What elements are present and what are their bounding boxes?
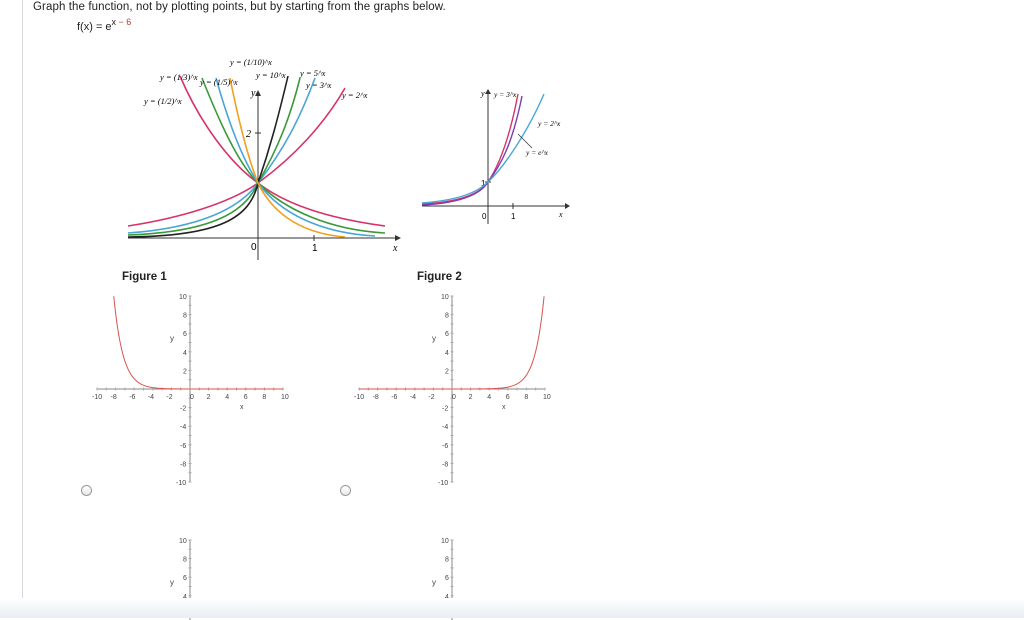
reference-graph-right bbox=[420, 86, 570, 226]
tick-label-0: 0 bbox=[482, 212, 487, 221]
axis-label-y: y bbox=[481, 89, 485, 98]
label-tenth-x: y = (1/10)^x bbox=[230, 57, 272, 67]
axis-label-x: x bbox=[559, 210, 563, 219]
label-ex: y = e^x bbox=[526, 148, 548, 157]
figure-2-label: Figure 2 bbox=[417, 271, 462, 283]
y-tick-label: -8 bbox=[180, 461, 187, 469]
x-tick-label: 8 bbox=[524, 394, 529, 401]
label-3x: y = 3^x bbox=[494, 90, 517, 99]
curve-tenth-x bbox=[230, 78, 345, 237]
y-tick-label: 4 bbox=[183, 349, 187, 357]
x-tick-label: 2 bbox=[468, 394, 473, 401]
axis-label-x: x bbox=[393, 243, 398, 254]
y-tick-label: 2 bbox=[183, 368, 187, 376]
x-tick-label: 10 bbox=[543, 394, 551, 401]
y-tick-label: 4 bbox=[445, 349, 449, 357]
label-10x: y = 10^x bbox=[256, 70, 286, 80]
label-third-x: y = (1/3)^x bbox=[160, 72, 198, 82]
y-tick-label: -6 bbox=[180, 442, 187, 450]
y-tick-label: -10 bbox=[176, 480, 187, 487]
x-axis-label: x bbox=[240, 404, 244, 411]
function-curve bbox=[114, 296, 283, 389]
x-tick-label: -10 bbox=[354, 394, 365, 401]
label-2x: y = 2^x bbox=[538, 119, 561, 128]
formula-exponent: x − 6 bbox=[111, 17, 132, 27]
x-axis-label: x bbox=[502, 404, 506, 411]
figure-1-label: Figure 1 bbox=[122, 271, 167, 283]
y-tick-label: -4 bbox=[442, 424, 449, 432]
x-tick-label: 10 bbox=[281, 394, 289, 401]
label-half-x: y = (1/2)^x bbox=[144, 96, 182, 106]
y-tick-label-1: 1 bbox=[481, 179, 486, 188]
curve-ex bbox=[422, 96, 522, 205]
x-tick-label: 4 bbox=[487, 394, 492, 401]
y-axis-label: y bbox=[170, 334, 174, 343]
y-tick-label: -10 bbox=[438, 480, 449, 487]
x-tick-label: 6 bbox=[243, 394, 248, 401]
y-tick-label: 6 bbox=[183, 575, 187, 583]
x-axis-arrow bbox=[395, 235, 401, 241]
y-tick-label: -2 bbox=[442, 405, 449, 413]
y-tick-label: 2 bbox=[445, 368, 449, 376]
y-tick-label: -2 bbox=[180, 405, 187, 413]
y-axis-label: y bbox=[432, 578, 436, 587]
x-tick-label: 4 bbox=[225, 394, 230, 401]
axis-label-y: y bbox=[251, 88, 256, 99]
tick-label-0: 0 bbox=[251, 242, 257, 253]
x-tick-label: -2 bbox=[166, 394, 173, 401]
y-tick-label: 8 bbox=[183, 312, 187, 320]
y-axis-arrow bbox=[485, 89, 491, 94]
tick-label-2: 2 bbox=[246, 129, 251, 140]
tick-label-1: 1 bbox=[312, 243, 318, 254]
x-tick-label: -4 bbox=[409, 394, 417, 401]
reference-graph-left bbox=[120, 48, 410, 263]
y-tick-label: 8 bbox=[445, 556, 449, 564]
x-tick-label: -8 bbox=[372, 394, 379, 401]
label-2x: y = 2^x bbox=[342, 90, 368, 100]
content-left-rule bbox=[22, 0, 23, 618]
question-instruction: Graph the function, not by plotting points, but by starting from the graphs below. bbox=[33, 1, 446, 13]
option-graph-2 bbox=[350, 286, 564, 496]
curve-3x bbox=[422, 94, 518, 204]
y-tick-label: 8 bbox=[445, 312, 449, 320]
x-tick-label: -10 bbox=[92, 394, 103, 401]
label-3x: y = 3^x bbox=[306, 80, 332, 90]
y-axis-label: y bbox=[170, 578, 174, 587]
option-graph-1 bbox=[88, 286, 302, 496]
y-axis-arrow bbox=[255, 90, 261, 96]
x-tick-label: -6 bbox=[129, 394, 136, 401]
y-tick-label: -4 bbox=[180, 424, 187, 432]
x-tick-label: 2 bbox=[206, 394, 211, 401]
label-5x: y = 5^x bbox=[300, 68, 326, 78]
x-tick-label: -4 bbox=[147, 394, 155, 401]
y-tick-label: 8 bbox=[183, 556, 187, 564]
y-tick-label: 10 bbox=[441, 294, 449, 301]
x-tick-label: -2 bbox=[428, 394, 435, 401]
y-tick-label: -8 bbox=[442, 461, 449, 469]
page-bottom-fade bbox=[0, 598, 1024, 618]
y-tick-label: 10 bbox=[179, 294, 187, 301]
y-axis-label: y bbox=[432, 334, 436, 343]
x-tick-label: 0 bbox=[190, 394, 194, 401]
x-tick-label-1: 1 bbox=[511, 212, 516, 221]
x-tick-label: 6 bbox=[505, 394, 510, 401]
x-tick-label: -8 bbox=[110, 394, 117, 401]
label-fifth-x: y = (1/5)^x bbox=[200, 77, 238, 87]
y-tick-label: 6 bbox=[445, 575, 449, 583]
y-tick-label: 6 bbox=[183, 331, 187, 339]
x-tick-label: -6 bbox=[391, 394, 398, 401]
function-formula bbox=[77, 17, 132, 33]
formula-base: f(x) = e bbox=[77, 21, 112, 33]
x-tick-label: 8 bbox=[262, 394, 267, 401]
y-tick-label: 6 bbox=[445, 331, 449, 339]
y-tick-label: 10 bbox=[179, 538, 187, 545]
x-tick-label: 0 bbox=[452, 394, 456, 401]
x-axis-arrow bbox=[565, 203, 570, 209]
y-tick-label: -6 bbox=[442, 442, 449, 450]
y-tick-label: 10 bbox=[441, 538, 449, 545]
